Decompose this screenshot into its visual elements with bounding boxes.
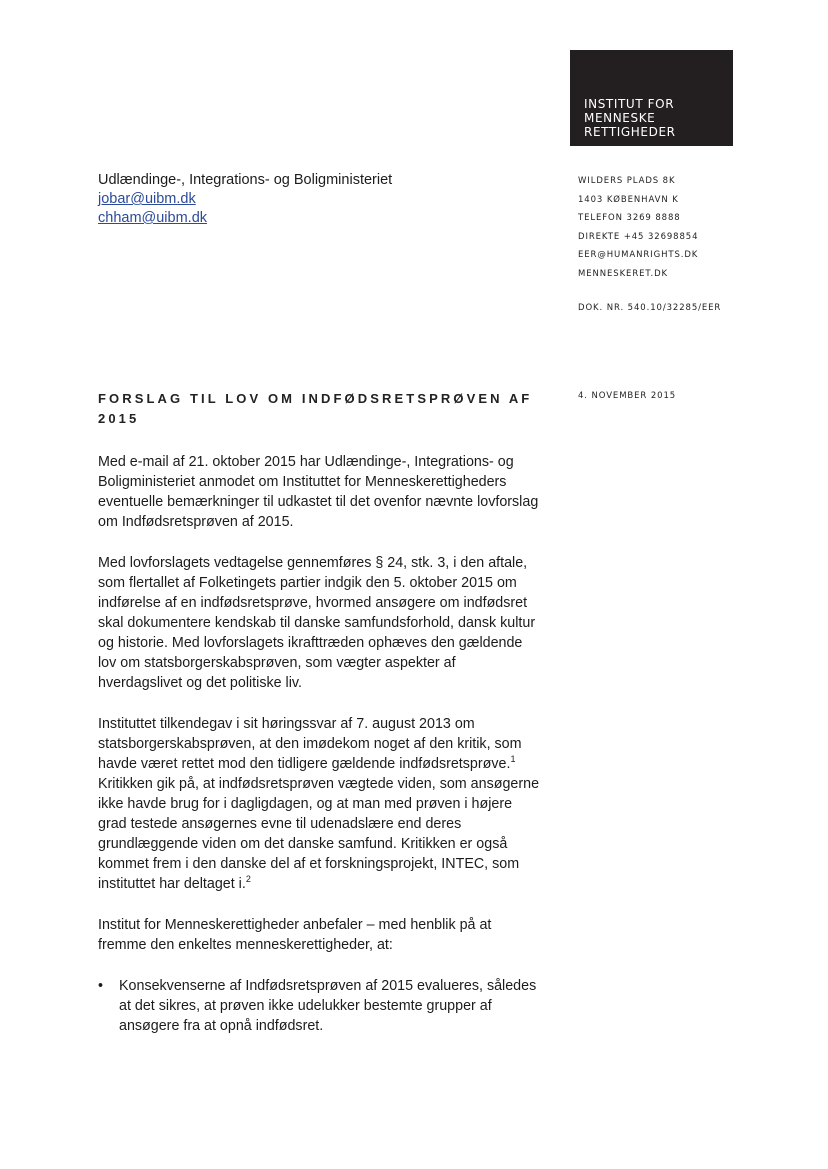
logo-line: RETTIGHEDER [584, 125, 676, 139]
letter-body [98, 452, 543, 1036]
sender-line: WILDERS PLADS 8K [578, 176, 676, 186]
recipient-block [98, 171, 392, 228]
logo-line: INSTITUT FOR [584, 97, 675, 111]
body-paragraph: Med e-mail af 21. oktober 2015 har Udlændinge-, Integrations- og Boligministeriet anmodet om Instituttet for Menneskerettigheders eventuelle bemærkninger til udkastet til det ovenfor nævnte lovforslag om Indfødsretsprøven af 2015. [98, 454, 539, 530]
bullet-item [98, 976, 543, 1036]
footnote-ref: 1 [510, 754, 516, 765]
letter-date: 4. NOVEMBER 2015 [578, 391, 677, 401]
letter-title: FORSLAG TIL LOV OM INDFØDSRETSPRØVEN AF 2015 [98, 391, 533, 426]
bullet-icon: • [98, 978, 104, 994]
recipient-email-link[interactable]: chham@uibm.dk [98, 210, 208, 226]
institute-logo [570, 50, 733, 146]
recipient-email-link[interactable]: jobar@uibm.dk [98, 191, 196, 207]
sender-line: 1403 KØBENHAVN K [578, 194, 679, 205]
paragraph-text: Instituttet tilkendegav i sit høringssvar af 7. august 2013 om statsborgerskabsprøven, at den imødekom noget af den kritik, som havde været rettet mod den tidligere gældende indfødsretsprøve. [98, 716, 522, 772]
logo-line: MENNESKE [584, 111, 656, 125]
recommendation-intro: Institut for Menneskerettigheder anbefaler – med henblik på at fremme den enkeltes menneskerettigheder, at: [98, 917, 492, 953]
sender-website: MENNESKERET.DK [578, 268, 669, 279]
bullet-text: Konsekvenserne af Indfødsretsprøven af 2015 evalueres, således at det sikres, at prøven ikke udelukker bestemte grupper af ansøgere fra at opnå indfødsret. [119, 978, 537, 1034]
sender-line: TELEFON 3269 8888 [578, 213, 681, 224]
recipient-name: Udlændinge-, Integrations- og Boligministeriet [98, 172, 393, 188]
logo-wordmark [584, 97, 676, 139]
document-number: DOK. NR. 540.10/32285/EER [578, 303, 722, 313]
body-paragraph: Med lovforslagets vedtagelse gennemføres § 24, stk. 3, i den aftale, som flertallet af Folketingets partier indgik den 5. oktober 2015 om indførelse af en indfødsretsprøve, hvormed ansøgere om indfødsret skal dokumentere kendskab til danske samfundsforhold, dansk kultur og historie. Med lovforslagets ikrafttræden ophæves den gældende lov om statsborgerskabsprøven, som vægter aspekter af hverdagslivet og det politiske liv. [98, 555, 536, 691]
sender-line: DIREKTE +45 32698854 [578, 231, 699, 242]
sender-address-block [578, 172, 698, 284]
body-paragraph [98, 714, 543, 894]
paragraph-text: Kritikken gik på, at indfødsretsprøven vægtede viden, som ansøgerne ikke havde brug for i dagligdagen, og at man med prøven i højere grad testede ansøgernes evne til udenadslære end deres grundlæggende viden om det danske samfund. Kritikken er også kommet frem i den danske del af et forskningsprojekt, INTEC, som instituttet har deltaget i. [98, 776, 540, 892]
footnote-ref: 2 [245, 874, 251, 885]
sender-email: EER@HUMANRIGHTS.DK [578, 250, 699, 261]
